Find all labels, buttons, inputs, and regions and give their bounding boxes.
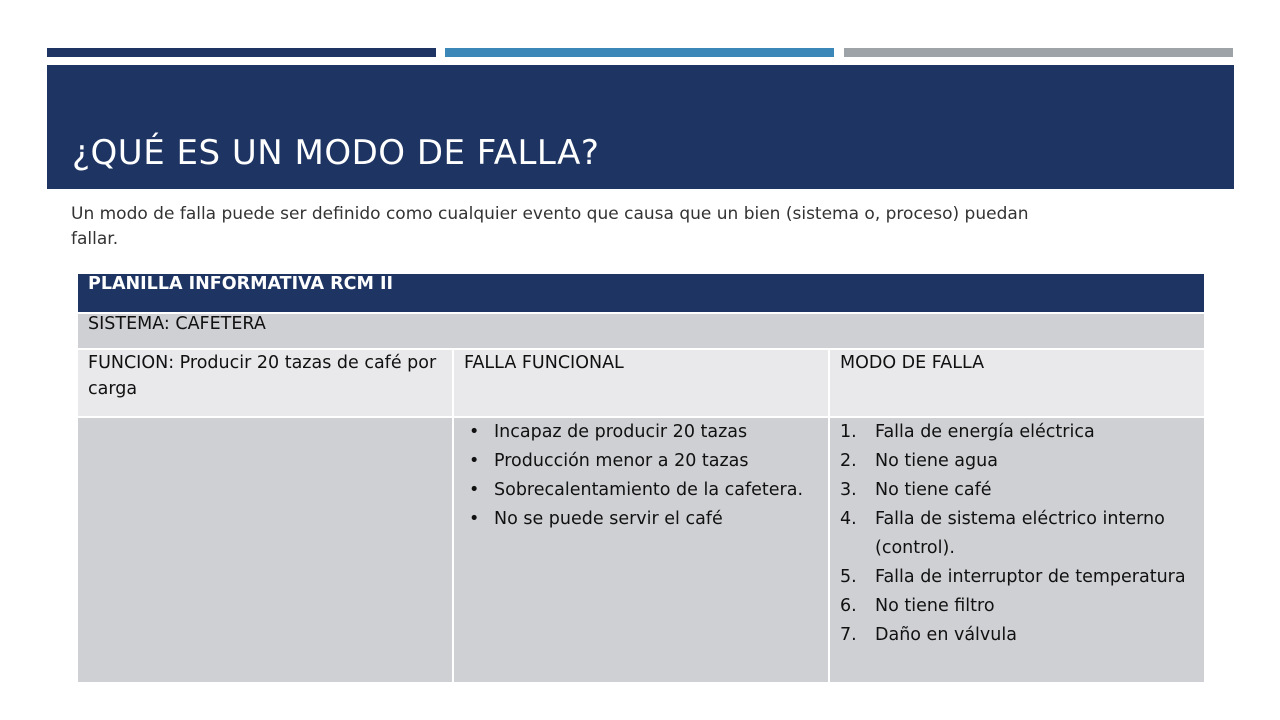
failure-mode-text: No tiene agua bbox=[875, 451, 998, 471]
function-empty-cell bbox=[77, 417, 453, 683]
functional-failure-item bbox=[464, 476, 818, 505]
system-row bbox=[77, 313, 1205, 349]
column-failure-mode: MODO DE FALLA bbox=[829, 349, 1205, 417]
slide-subtitle: Un modo de falla puede ser definido como cualquier evento que causa que un bien (sistema o, proceso) puedan fallar. bbox=[71, 204, 1029, 249]
failure-mode-text: Falla de interruptor de temperatura bbox=[875, 567, 1186, 587]
failure-mode-item bbox=[840, 418, 1194, 447]
functional-failure-item bbox=[464, 505, 818, 534]
failure-mode-item bbox=[840, 621, 1194, 650]
failure-mode-text: No tiene filtro bbox=[875, 596, 995, 616]
table-header-row bbox=[77, 273, 1205, 313]
functional-failure-text: Producción menor a 20 tazas bbox=[494, 451, 749, 471]
failure-mode-item bbox=[840, 476, 1194, 505]
failure-mode-number: 3. bbox=[840, 480, 857, 500]
content-row bbox=[77, 417, 1205, 683]
failure-mode-number: 5. bbox=[840, 567, 857, 587]
failure-mode-number: 4. bbox=[840, 509, 857, 529]
failure-mode-item bbox=[840, 592, 1194, 621]
title-band bbox=[47, 65, 1234, 189]
accent-bar-blue bbox=[445, 48, 834, 57]
column-function: FUNCION: Producir 20 tazas de café por carga bbox=[77, 349, 453, 417]
accent-bar-gray bbox=[844, 48, 1233, 57]
functional-failure-item bbox=[464, 418, 818, 447]
column-header-row bbox=[77, 349, 1205, 417]
accent-bar-navy bbox=[47, 48, 436, 57]
functional-failures-list bbox=[464, 418, 818, 534]
failure-modes-list bbox=[840, 418, 1194, 650]
failure-mode-number: 1. bbox=[840, 422, 857, 442]
bullet-icon: • bbox=[469, 509, 480, 529]
failure-mode-text: No tiene café bbox=[875, 480, 992, 500]
failure-mode-text: Daño en válvula bbox=[875, 625, 1017, 645]
failure-mode-item bbox=[840, 447, 1194, 476]
failure-mode-number: 6. bbox=[840, 596, 857, 616]
bullet-icon: • bbox=[469, 422, 480, 442]
slide-title: ¿QUÉ ES UN MODO DE FALLA? bbox=[72, 133, 600, 173]
failure-modes-cell bbox=[829, 417, 1205, 683]
functional-failures-cell bbox=[453, 417, 829, 683]
functional-failure-item bbox=[464, 447, 818, 476]
functional-failure-text: Incapaz de producir 20 tazas bbox=[494, 422, 748, 442]
failure-mode-text: Falla de energía eléctrica bbox=[875, 422, 1095, 442]
failure-mode-number: 2. bbox=[840, 451, 857, 471]
bullet-icon: • bbox=[469, 480, 480, 500]
table-header: PLANILLA INFORMATIVA RCM II bbox=[77, 273, 1205, 313]
functional-failure-text: No se puede servir el café bbox=[494, 509, 723, 529]
functional-failure-text: Sobrecalentamiento de la cafetera. bbox=[494, 480, 804, 500]
column-functional-failure: FALLA FUNCIONAL bbox=[453, 349, 829, 417]
failure-mode-item bbox=[840, 563, 1194, 592]
rcm-info-sheet bbox=[76, 272, 1206, 684]
bullet-icon: • bbox=[469, 451, 480, 471]
failure-mode-text: Falla de sistema eléctrico interno (control). bbox=[875, 509, 1165, 558]
failure-mode-number: 7. bbox=[840, 625, 857, 645]
failure-mode-item bbox=[840, 505, 1194, 563]
system-cell: SISTEMA: CAFETERA bbox=[77, 313, 1205, 349]
